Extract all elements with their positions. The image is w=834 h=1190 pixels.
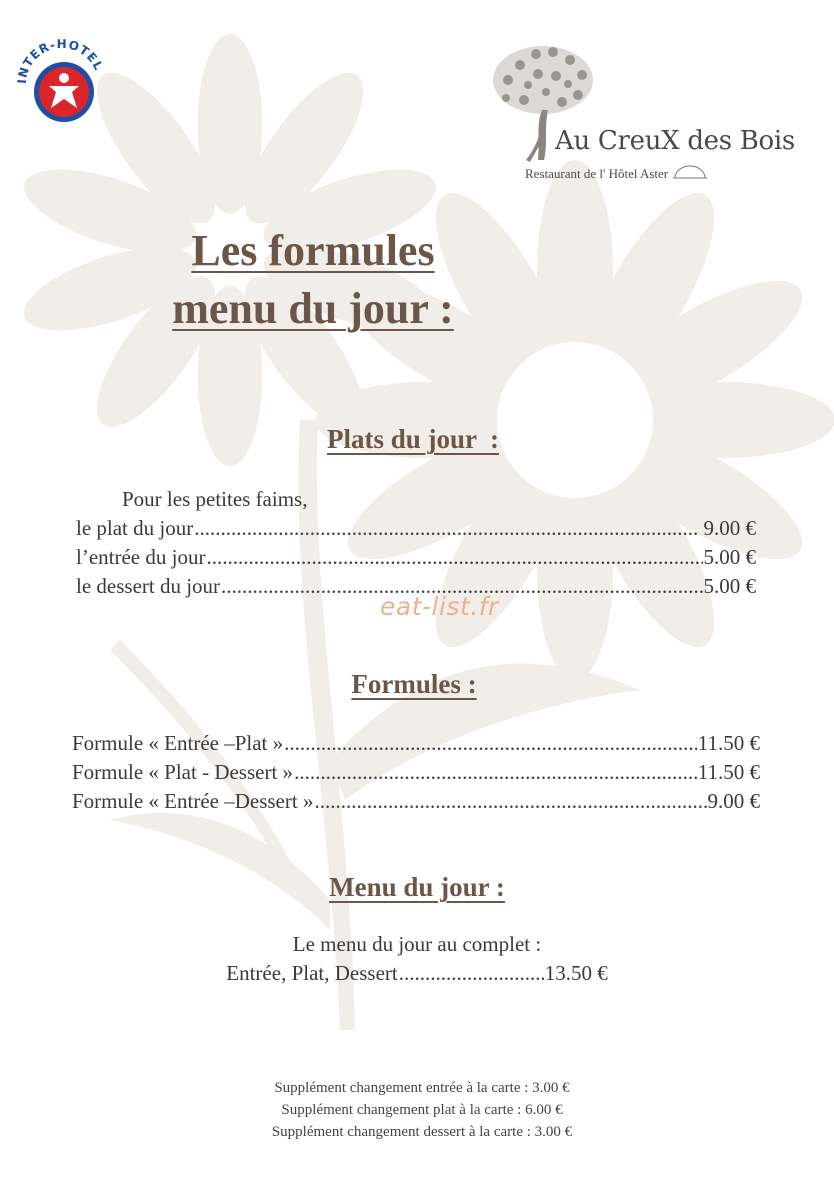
title-line-2: menu du jour : <box>172 284 454 333</box>
item-label: l’entrée du jour <box>76 545 206 569</box>
menu-item <box>0 959 834 988</box>
menu-item <box>72 787 760 816</box>
item-price: 13.50 € <box>544 961 608 985</box>
dot-leader <box>194 514 697 543</box>
watermark: eat-list.fr <box>380 592 499 621</box>
item-price: 5.00 € <box>703 574 756 598</box>
menu-intro: Le menu du jour au complet : <box>292 932 542 956</box>
item-label: Entrée, Plat, Dessert <box>226 961 398 985</box>
item-price: 9.00 € <box>707 789 760 813</box>
plats-list <box>76 514 756 601</box>
dot-leader <box>399 959 544 988</box>
inter-hotel-logo <box>14 30 110 126</box>
dot-leader <box>314 787 706 816</box>
inter-hotel-star-icon <box>14 30 110 126</box>
dot-leader <box>294 758 697 787</box>
menu-item <box>72 758 760 787</box>
formules-list <box>72 729 760 816</box>
menu-item <box>76 543 756 572</box>
plats-intro: Pour les petites faims, <box>122 487 308 511</box>
item-label: le dessert du jour <box>76 574 221 598</box>
menu-complet <box>0 930 834 988</box>
dot-leader <box>284 729 697 758</box>
supplement-line: Supplément changement plat à la carte : 6.00 € <box>281 1102 563 1118</box>
section-title-formules: Formules : <box>351 669 477 699</box>
item-label: le plat du jour <box>76 516 194 540</box>
menu-item <box>72 729 760 758</box>
restaurant-name: Au CreuX des Bois <box>555 126 795 156</box>
item-price: 5.00 € <box>703 545 756 569</box>
supplement-line: Supplément changement dessert à la carte : 3.00 € <box>271 1124 573 1140</box>
supplements <box>0 1077 834 1143</box>
restaurant-logo <box>478 40 798 190</box>
item-label: Formule « Entrée –Plat » <box>72 731 284 755</box>
title-line-1: Les formules <box>191 226 435 275</box>
section-title-plats: Plats du jour : <box>326 424 500 454</box>
hotel-emblem-icon <box>671 164 709 180</box>
menu-item <box>76 514 756 543</box>
page-title <box>0 222 626 338</box>
section-title-menu: Menu du jour : <box>329 872 505 902</box>
dot-leader <box>206 543 702 572</box>
item-price: 9.00 € <box>698 516 756 540</box>
supplement-line: Supplément changement entrée à la carte : 3.00 € <box>274 1080 570 1096</box>
item-label: Formule « Plat - Dessert » <box>72 760 294 784</box>
restaurant-subtitle: Restaurant de l' Hôtel Aster <box>525 164 709 182</box>
item-price: 11.50 € <box>697 731 760 755</box>
item-price: 11.50 € <box>697 760 760 784</box>
item-label: Formule « Entrée –Dessert » <box>72 789 314 813</box>
badge-text: INTER-HOTEL <box>14 36 106 85</box>
